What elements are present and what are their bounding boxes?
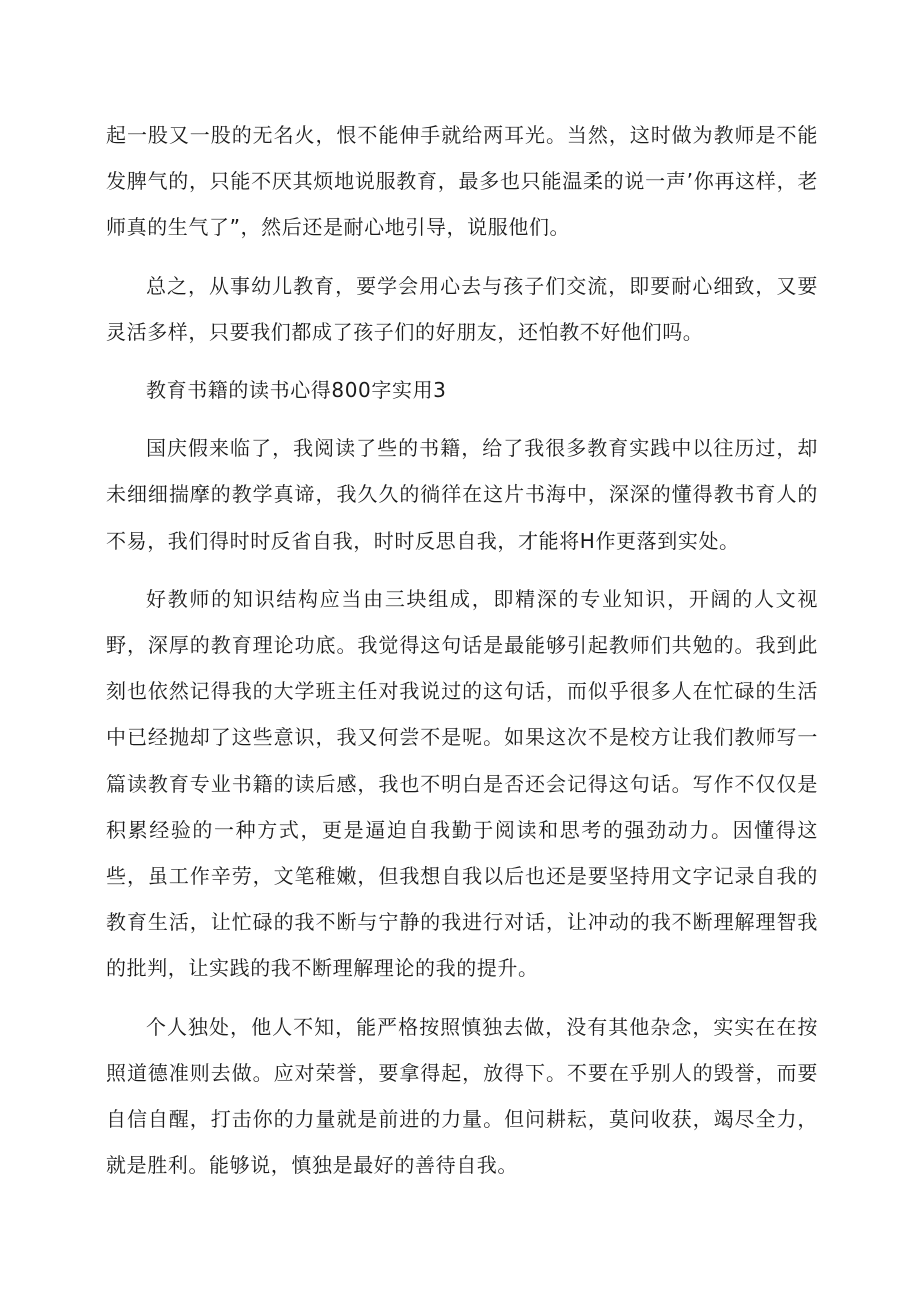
section-heading: 教育书籍的读书心得800字实用3 <box>146 378 447 403</box>
paragraph-conclusion: 总之，从事幼儿教育，要学会用心去与孩子们交流，即要耐心细致，又要灵活多样，只要我们都成了孩子们的好朋友，还怕教不好他们吗。 <box>106 273 818 344</box>
paragraph-continued: 起一股又一股的无名火，恨不能伸手就给两耳光。当然，这时做为教师是不能发脾气的，只能不厌其烦地说服教育，最多也只能温柔的说一声’你再这样，老师真的生气了”，然后还是耐心地引导，说服他们。 <box>106 123 818 240</box>
paragraph-national-day: 国庆假来临了，我阅读了些的书籍，给了我很多教育实践中以往历过，却未细细揣摩的教学真谛，我久久的徜徉在这片书海中，深深的懂得教书育人的不易，我们得时时反省自我，时时反思自我，才能将H作更落到实处。 <box>106 436 818 553</box>
paragraph-solitude: 个人独处，他人不知，能严格按照慎独去做，没有其他杂念，实实在在按照道德准则去做。应对荣誉，要拿得起，放得下。不要在乎别人的毁誉，而要自信自醒，打击你的力量就是前进的力量。但问耕耘，莫问收获，竭尽全力，就是胜利。能够说，慎独是最好的善待自我。 <box>106 1014 818 1178</box>
paragraph-knowledge-structure: 好教师的知识结构应当由三块组成，即精深的专业知识，开阔的人文视野，深厚的教育理论功底。我觉得这句话是最能够引起教师们共勉的。我到此刻也依然记得我的大学班主任对我说过的这句话，而似乎很多人在忙碌的生活中已经抛却了这些意识，我又何尝不是呢。如果这次不是校方让我们教师写一篇读教育专业书籍的读后感，我也不明白是否还会记得这句话。写作不仅仅是积累经验的一种方式，更是逼迫自我勤于阅读和思考的强劲动力。因懂得这些，虽工作辛劳，文笔稚嫩，但我想自我以后也还是要坚持用文字记录自我的教育生活，让忙碌的我不断与宁静的我进行对话，让冲动的我不断理解理智我的批判，让实践的我不断理解理论的我的提升。 <box>106 586 818 981</box>
document-body <box>106 112 818 1200</box>
